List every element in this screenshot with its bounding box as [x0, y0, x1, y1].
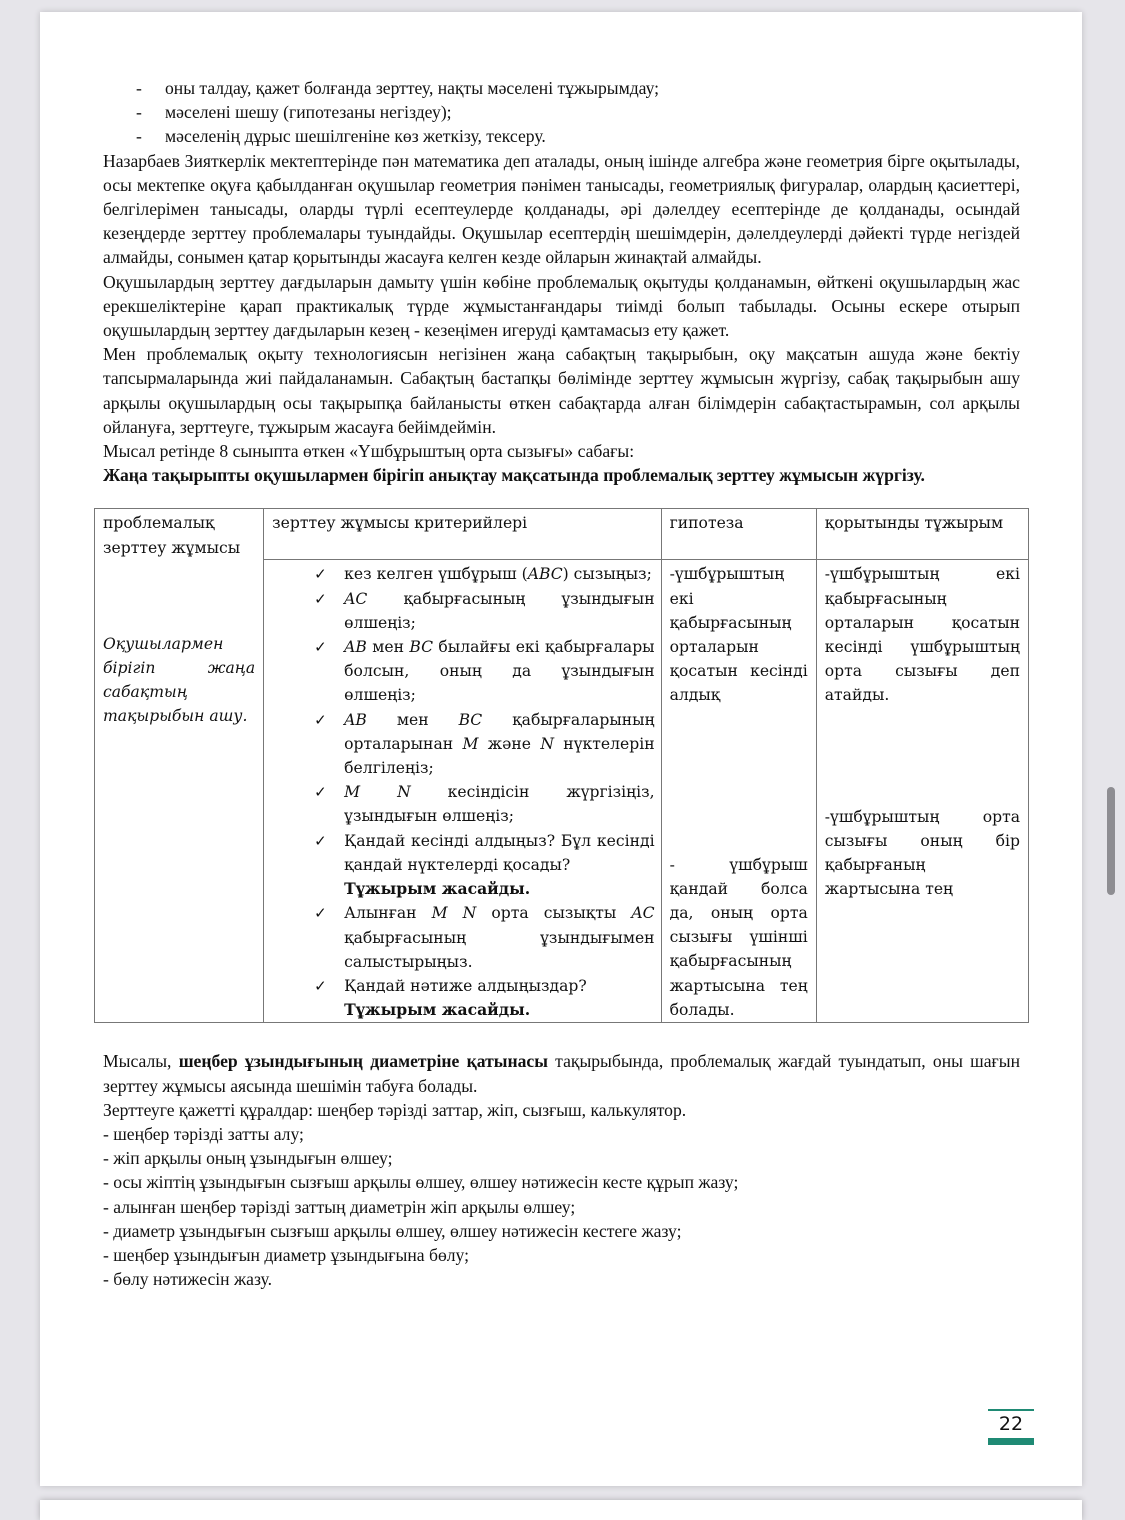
- criteria-item: ✓ Қандай кесінді алдыңыз? Бұл кесінді қандай нүктелерді қосады? Тұжырым жасайды.: [314, 829, 654, 902]
- checkmark-icon: ✓: [314, 589, 327, 608]
- hypothesis-1: -үшбұрыштың екі қабырғасының орталарын қосатын кесінді алдық: [669, 565, 808, 705]
- section-subheading: Жаңа тақырыпты оқушылармен бірігіп анықтау мақсатында проблемалық зерттеу жұмысын жүргізу.: [103, 465, 925, 486]
- list-item: - мәселені шешу (гипотезаны негіздеу);: [103, 100, 1020, 124]
- paragraph: Мен проблемалық оқыту технологиясын негізінен жаңа сабақтың тақырыбын, оқу мақсатын ашуда және бектіу тапсырмаларында жиі пайдаланамын. Сабақтың бастапқы бөлімінде зерттеу жұмысын жүргізу, сабақ тақырыбын ашу арқылы оқушылардың осы тақырыпқа байланысты өткен сабақтарда алған білімдерін сабақтастырамын, сол арқылы ойлануға, зерттеуге, тұжырым жасауға бейімдеймін.: [103, 344, 1020, 437]
- checkmark-icon: ✓: [314, 565, 327, 584]
- hypothesis-cell: [661, 560, 816, 1023]
- example-paragraph: Мысалы, шеңбер ұзындығының диаметріне қатынасы тақырыбында, проблемалық жағдай туындатып, оны шағын зерттеу жұмысы аясында шешімін табуға болады.: [103, 1051, 1020, 1096]
- step-item: - жіп арқылы оның ұзындығын өлшеу;: [103, 1148, 393, 1169]
- paragraph: Мысал ретінде 8 сыныпта өткен «Үшбұрыштың орта сызығы» сабағы:: [103, 441, 635, 462]
- checkmark-icon: ✓: [314, 831, 327, 850]
- col1-cell: [95, 509, 264, 1023]
- list-item: - оны талдау, қажет болғанда зерттеу, нақты мәселені тұжырымдау;: [103, 76, 1020, 100]
- header-problem-research: проблемалық зерттеу жұмысы: [103, 514, 241, 557]
- checkmark-icon: ✓: [314, 638, 327, 657]
- checkmark-icon: ✓: [314, 710, 327, 729]
- criteria-item: ✓ M N кесіндісін жүргізіңіз, ұзындығын өлшеңіз;: [314, 780, 654, 828]
- page-number: [988, 1409, 1034, 1445]
- step-item: - бөлу нәтижесін жазу.: [103, 1269, 272, 1290]
- step-item: - диаметр ұзындығын сызғыш арқылы өлшеу, өлшеу нәтижесін кестеге жазу;: [103, 1220, 682, 1241]
- page-number-top-rule: [988, 1409, 1034, 1411]
- header-criteria: зерттеу жұмысы критерийлері: [264, 509, 661, 560]
- dash-bullet: -: [136, 102, 142, 123]
- list-item: - мәселенің дұрыс шешілгеніне көз жеткізу, тексеру.: [103, 124, 1020, 148]
- criteria-item: ✓ Қандай нәтиже алдыңыздар? Тұжырым жасайды.: [314, 974, 654, 1022]
- header-hypothesis: гипотеза: [661, 509, 816, 560]
- criteria-list: [272, 562, 654, 1022]
- conclusion-cell: [816, 560, 1028, 1023]
- conclusion-2: -үшбұрыштың орта сызығы оның бір қабырғаның жартысына тең: [824, 807, 1020, 899]
- header-conclusion: қорытынды тұжырым: [816, 509, 1028, 560]
- document-page: [40, 12, 1082, 1486]
- criteria-item: ✓ AB мен BC қабырғаларының орталарынан M және N нүктелерін белгілеңіз;: [314, 708, 654, 781]
- dash-bullet: -: [136, 126, 142, 147]
- page-content: [103, 76, 1020, 1291]
- page-number-text: 22: [998, 1413, 1024, 1435]
- paragraph: Назарбаев Зияткерлік мектептерінде пән математика деп аталады, оның ішінде алгебра және геометрия бірге оқытылады, осы мектепке оқуға қабылданған оқушылар геометрия пәнімен танысады, геометриялық фигуралар, олардың қасиеттері, белгілерімен танысады, оларды түрлі есептеулерде қолданады, әрі дәлелдеу есептерінде де қолданады, осындай кезеңдерде зерттеу проблемалары туындайды. Оқушылар есептердің шешімдерін, дәлелдеулерді дәйекті түрде негіздей алмайды, сонымен қатар қорытынды жасауға келген кезде ойларын жинақтай алмайды.: [103, 150, 1020, 268]
- step-item: - шеңбер ұзындығын диаметр ұзындығына бөлу;: [103, 1244, 469, 1265]
- paragraph: Оқушылардың зерттеу дағдыларын дамыту үшін көбіне проблемалық оқытуды қолданамын, өйткені оқушылардың жас ерекшеліктеріне қарап практикалық түрде жұмыстанғандары тиімді болып табылады. Осыны ескере отырып оқушылардың зерттеу дағдыларын кезең - кезеңімен игеруді қамтамасыз ету қажет.: [103, 271, 1020, 341]
- checkmark-icon: ✓: [314, 904, 327, 923]
- conclusion-1: -үшбұрыштың екі қабырғасының орталарын қосатын кесінді үшбұрыштың орта сызығы деп атайды.: [824, 565, 1020, 705]
- step-item: - шеңбер тәрізді затты алу;: [103, 1123, 304, 1144]
- checkmark-icon: ✓: [314, 976, 327, 995]
- example-topic: шеңбер ұзындығының диаметріне қатынасы: [178, 1051, 548, 1072]
- intro-list: [103, 76, 1020, 149]
- criteria-item: ✓ AB мен BC былайғы екі қабырғалары болсын, оның да ұзындығын өлшеңіз;: [314, 635, 654, 708]
- page-number-bottom-rule: [988, 1438, 1034, 1445]
- criteria-item: ✓ кез келген үшбұрыш (ABC) сызыңыз;: [314, 562, 654, 586]
- step-item: - осы жіптің ұзындығын сызғыш арқылы өлшеу, өлшеу нәтижесін кесте құрып жазу;: [103, 1172, 739, 1193]
- tools-line: Зерттеуге қажетті құралдар: шеңбер тәрізді заттар, жіп, сызғыш, калькулятор.: [103, 1099, 687, 1120]
- hypothesis-2: - үшбұрыш қандай болса да, оның орта сызығы үшінші қабырғасының жартысына тең болады.: [669, 855, 808, 1019]
- checkmark-icon: ✓: [314, 783, 327, 802]
- step-item: - алынған шеңбер тәрізді заттың диаметрін жіп арқылы өлшеу;: [103, 1196, 576, 1217]
- criteria-cell: [264, 560, 661, 1023]
- criteria-item: ✓ Алынған M N орта сызықты AC қабырғасының ұзындығымен салыстырыңыз.: [314, 901, 654, 974]
- table-header-row: [95, 509, 1029, 560]
- dash-bullet: -: [136, 78, 142, 98]
- vertical-scrollbar[interactable]: [1107, 787, 1115, 895]
- col1-body: Оқушылармен бірігіп жаңа сабақтың тақырыбын ашу.: [103, 634, 256, 726]
- criteria-item: ✓ AC қабырғасының ұзындығын өлшеңіз;: [314, 587, 654, 635]
- next-page-edge: [40, 1500, 1082, 1520]
- research-table: [94, 508, 1029, 1023]
